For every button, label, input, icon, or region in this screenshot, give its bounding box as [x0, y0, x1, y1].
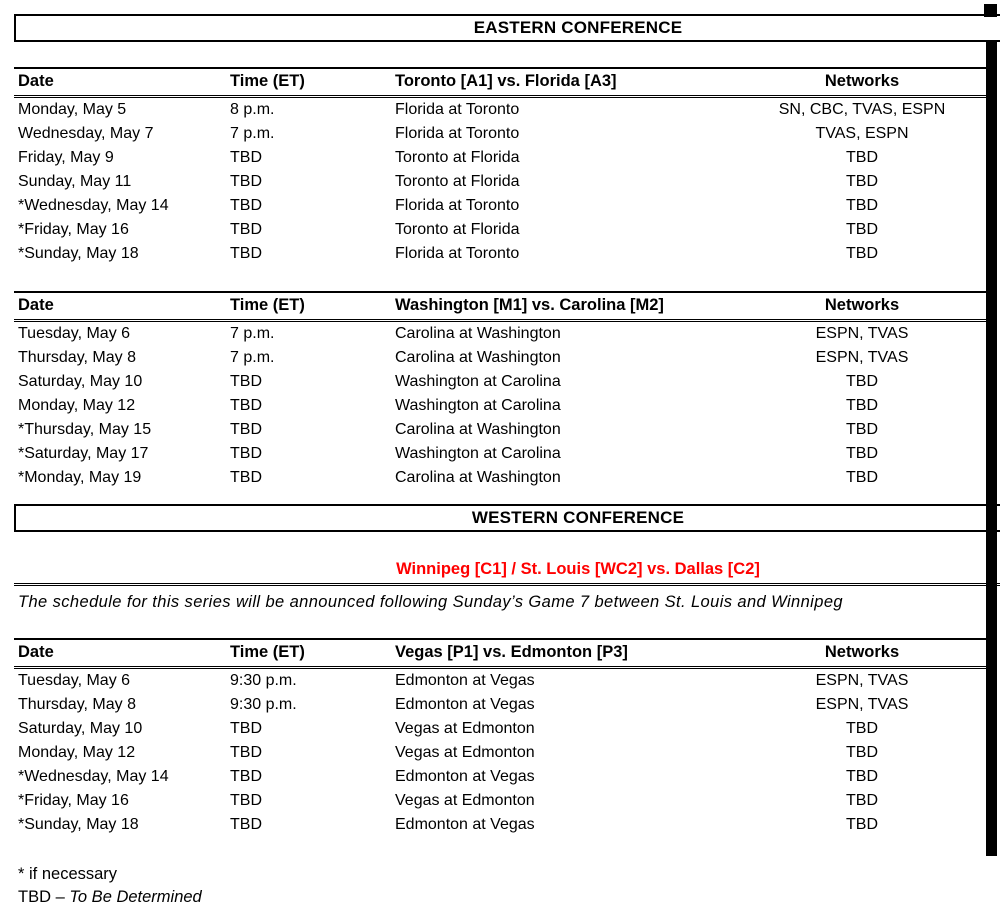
game-networks: TBD	[846, 173, 878, 190]
game-networks: TBD	[846, 373, 878, 390]
game-networks: TBD	[846, 197, 878, 214]
game-matchup: Toronto at Florida	[395, 149, 520, 166]
game-date: *Wednesday, May 14	[18, 768, 169, 785]
game-time: TBD	[230, 173, 262, 190]
column-header-time: Time (ET)	[226, 68, 391, 97]
game-date: Monday, May 12	[18, 744, 136, 761]
game-time: 9:30 p.m.	[230, 672, 297, 689]
schedule-row	[14, 218, 993, 242]
game-time: TBD	[230, 768, 262, 785]
footnote-tbd-meaning: To Be Determined	[69, 888, 202, 906]
column-header-time: Time (ET)	[226, 292, 391, 321]
series-table-toronto-florida	[14, 67, 993, 266]
eastern-conference-title: EASTERN CONFERENCE	[473, 18, 683, 37]
column-header-date: Date	[14, 292, 226, 321]
game-time: TBD	[230, 816, 262, 833]
schedule-row	[14, 813, 993, 837]
game-matchup: Florida at Toronto	[395, 125, 520, 142]
game-time: TBD	[230, 720, 262, 737]
schedule-row	[14, 741, 993, 765]
game-matchup: Washington at Carolina	[395, 373, 561, 390]
column-header-date: Date	[14, 68, 226, 97]
game-time: TBD	[230, 792, 262, 809]
game-date: Sunday, May 11	[18, 173, 132, 190]
game-matchup: Edmonton at Vegas	[395, 696, 535, 713]
pending-series-title: Winnipeg [C1] / St. Louis [WC2] vs. Dallas [C2]	[396, 560, 760, 578]
game-matchup: Vegas at Edmonton	[395, 792, 535, 809]
game-matchup: Carolina at Washington	[395, 349, 561, 366]
game-networks: TBD	[846, 720, 878, 737]
column-header-networks: Networks	[731, 292, 993, 321]
game-networks: TBD	[846, 221, 878, 238]
game-date: Thursday, May 8	[18, 349, 136, 366]
game-time: 7 p.m.	[230, 349, 275, 366]
game-date: *Sunday, May 18	[18, 816, 139, 833]
game-time: 9:30 p.m.	[230, 696, 297, 713]
game-date: Monday, May 12	[18, 397, 136, 414]
schedule-row	[14, 466, 993, 490]
game-time: TBD	[230, 373, 262, 390]
schedule-row	[14, 170, 993, 194]
series-table-washington-carolina	[14, 291, 993, 490]
game-matchup: Toronto at Florida	[395, 221, 520, 238]
schedule-row	[14, 789, 993, 813]
game-matchup: Washington at Carolina	[395, 397, 561, 414]
schedule-row	[14, 346, 993, 370]
column-header-date: Date	[14, 639, 226, 668]
game-networks: TVAS, ESPN	[815, 125, 909, 142]
game-networks: ESPN, TVAS	[815, 325, 909, 342]
game-date: Monday, May 5	[18, 101, 127, 118]
game-networks: TBD	[846, 421, 878, 438]
schedule-row	[14, 442, 993, 466]
game-networks: TBD	[846, 397, 878, 414]
game-time: TBD	[230, 149, 262, 166]
game-date: Tuesday, May 6	[18, 325, 131, 342]
schedule-row	[14, 97, 993, 123]
column-header-matchup: Vegas [P1] vs. Edmonton [P3]	[391, 639, 731, 668]
western-conference-title: WESTERN CONFERENCE	[471, 508, 685, 527]
schedule-row	[14, 122, 993, 146]
game-matchup: Florida at Toronto	[395, 197, 520, 214]
game-date: *Sunday, May 18	[18, 245, 139, 262]
game-matchup: Toronto at Florida	[395, 173, 520, 190]
game-matchup: Edmonton at Vegas	[395, 768, 535, 785]
column-header-networks: Networks	[731, 639, 993, 668]
game-matchup: Washington at Carolina	[395, 445, 561, 462]
footnote-if-necessary: * if necessary	[18, 865, 118, 883]
game-matchup: Carolina at Washington	[395, 325, 561, 342]
schedule-row	[14, 194, 993, 218]
schedule-row	[14, 418, 993, 442]
game-networks: SN, CBC, TVAS, ESPN	[778, 101, 946, 118]
game-date: *Thursday, May 15	[18, 421, 152, 438]
game-networks: TBD	[846, 245, 878, 262]
game-date: Saturday, May 10	[18, 373, 143, 390]
header-row	[14, 292, 993, 321]
pending-series-block	[14, 559, 1000, 613]
game-date: Wednesday, May 7	[18, 125, 154, 142]
footnote-tbd-label: TBD –	[18, 888, 70, 906]
game-matchup: Edmonton at Vegas	[395, 816, 535, 833]
game-date: Friday, May 9	[18, 149, 114, 166]
schedule-row	[14, 693, 993, 717]
game-networks: TBD	[846, 816, 878, 833]
schedule-row	[14, 394, 993, 418]
game-networks: ESPN, TVAS	[815, 696, 909, 713]
game-date: Saturday, May 10	[18, 720, 143, 737]
game-matchup: Florida at Toronto	[395, 101, 520, 118]
game-time: TBD	[230, 421, 262, 438]
game-time: 8 p.m.	[230, 101, 275, 118]
game-date: Tuesday, May 6	[18, 672, 131, 689]
game-date: *Monday, May 19	[18, 469, 142, 486]
game-time: TBD	[230, 744, 262, 761]
pending-series-note: The schedule for this series will be announced following Sunday’s Game 7 between St. Louis and Winnipeg	[18, 593, 843, 611]
game-matchup: Carolina at Washington	[395, 421, 561, 438]
schedule-row	[14, 370, 993, 394]
game-matchup: Vegas at Edmonton	[395, 720, 535, 737]
schedule-row	[14, 765, 993, 789]
game-matchup: Carolina at Washington	[395, 469, 561, 486]
schedule-row	[14, 242, 993, 266]
eastern-conference-banner	[14, 14, 1000, 42]
game-networks: TBD	[846, 445, 878, 462]
game-networks: TBD	[846, 149, 878, 166]
schedule-row	[14, 146, 993, 170]
divider-rule	[14, 582, 1000, 586]
game-networks: TBD	[846, 469, 878, 486]
schedule-row	[14, 668, 993, 694]
game-time: TBD	[230, 221, 262, 238]
game-date: *Saturday, May 17	[18, 445, 149, 462]
game-date: *Friday, May 16	[18, 221, 129, 238]
column-header-matchup: Washington [M1] vs. Carolina [M2]	[391, 292, 731, 321]
game-matchup: Vegas at Edmonton	[395, 744, 535, 761]
game-matchup: Edmonton at Vegas	[395, 672, 535, 689]
game-networks: TBD	[846, 744, 878, 761]
header-row	[14, 68, 993, 97]
game-time: TBD	[230, 445, 262, 462]
game-date: *Wednesday, May 14	[18, 197, 169, 214]
game-networks: ESPN, TVAS	[815, 672, 909, 689]
footnotes	[18, 863, 1000, 909]
footnote-tbd	[18, 886, 1000, 909]
header-row	[14, 639, 993, 668]
game-date: *Friday, May 16	[18, 792, 129, 809]
series-table-vegas-edmonton	[14, 638, 993, 837]
western-conference-banner	[14, 504, 1000, 532]
schedule-row	[14, 321, 993, 347]
game-time: TBD	[230, 245, 262, 262]
game-date: Thursday, May 8	[18, 696, 136, 713]
column-header-time: Time (ET)	[226, 639, 391, 668]
game-networks: TBD	[846, 792, 878, 809]
game-matchup: Florida at Toronto	[395, 245, 520, 262]
page-edge-bar	[986, 41, 997, 856]
game-networks: ESPN, TVAS	[815, 349, 909, 366]
column-header-matchup: Toronto [A1] vs. Florida [A3]	[391, 68, 731, 97]
game-networks: TBD	[846, 768, 878, 785]
page-edge-mark	[984, 4, 997, 17]
game-time: 7 p.m.	[230, 325, 275, 342]
game-time: TBD	[230, 469, 262, 486]
column-header-networks: Networks	[731, 68, 993, 97]
game-time: 7 p.m.	[230, 125, 275, 142]
game-time: TBD	[230, 197, 262, 214]
schedule-row	[14, 717, 993, 741]
game-time: TBD	[230, 397, 262, 414]
